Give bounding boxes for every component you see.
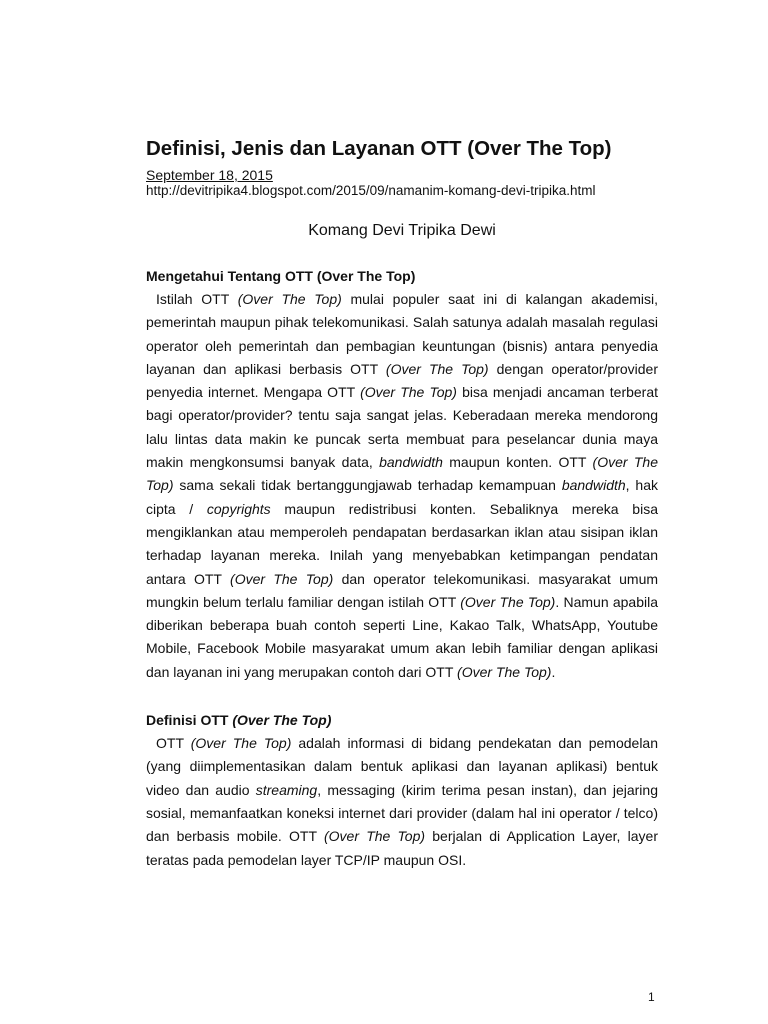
italic-run: (Over The Top)	[190, 735, 292, 752]
text-run: maupun redistribusi konten. Sebaliknya mereka bisa mengiklankan atau memperoleh pendapatan berdasarkan iklan atau sisipan iklan terhadap layanan mereka. Inilah yang menyebabkan ketimpangan pendatan antara OTT	[146, 500, 658, 587]
italic-run: (Over The Top)	[146, 454, 658, 494]
text-run: . Namun apabila diberikan beberapa buah contoh seperti Line, Kakao Talk, WhatsApp, Youtube Mobile, Facebook Mobile masyarakat umum akan lebih familiar dengan aplikasi dan layanan ini yang merupakan contoh dari OTT	[146, 593, 658, 680]
italic-run: bandwidth	[379, 454, 443, 471]
text-run: OTT	[156, 735, 191, 752]
text-run: maupun konten. OTT	[442, 454, 593, 471]
text-run: dengan operator/provider penyedia internet. Mengapa OTT	[146, 360, 659, 401]
italic-run: bandwidth	[561, 477, 626, 494]
document-title: Definisi, Jenis dan Layanan OTT (Over The Top)	[146, 137, 612, 160]
text-run: .	[551, 663, 556, 680]
page-number: 1	[648, 990, 655, 1004]
italic-run: streaming	[255, 781, 318, 798]
italic-run: (Over The Top)	[460, 593, 556, 610]
text-run: mulai populer saat ini di kalangan akademisi, pemerintah maupun pihak telekomunikasi. Salah satunya adalah masalah regulasi operator oleh pemerintah dan pembagian keuntungan (bisnis) antara penyedia layanan dan aplikasi berbasis OTT	[146, 291, 659, 377]
paragraph-mengetahui	[146, 288, 658, 684]
source-url: http://devitripika4.blogspot.com/2015/09/namanim-komang-devi-tripika.html	[146, 183, 596, 198]
text-run: dan operator telekomunikasi. masyarakat umum mungkin belum terlalu familiar dengan istilah OTT	[146, 570, 659, 610]
italic-run: (Over The Top)	[237, 291, 342, 307]
heading-plain-text: Definisi OTT	[146, 712, 233, 729]
text-run: adalah informasi di bidang pendekatan dan pemodelan (yang diimplementasikan dalam bentuk aplikasi dan layanan aplikasi) bentuk video dan audio	[146, 735, 659, 798]
italic-run: copyrights	[206, 500, 271, 517]
heading-italic-text: (Over The Top)	[232, 712, 332, 729]
section-heading-definisi	[146, 711, 658, 729]
text-run: berjalan di Application Layer, layer teratas pada pemodelan layer TCP/IP maupun OSI.	[146, 828, 658, 868]
italic-run: (Over The Top)	[360, 384, 457, 401]
author-name: Komang Devi Tripika Dewi	[308, 222, 496, 239]
section-heading-mengetahui: Mengetahui Tentang OTT (Over The Top)	[146, 268, 416, 284]
text-run: Istilah OTT	[156, 291, 238, 307]
italic-run: (Over The Top)	[457, 663, 552, 680]
publish-date[interactable]: September 18, 2015	[146, 167, 273, 183]
text-run: , messaging (kirim terima pesan instan), dan jejaring sosial, memanfaatkan koneksi internet dari provider (dalam hal ini operator / telco) dan berbasis mobile. OTT	[146, 781, 658, 845]
document-page	[146, 135, 658, 872]
text-run: bisa menjadi ancaman terberat bagi operator/provider? tentu saja sangat jelas. Keberadaan mereka mendorong lalu lintas data makin ke puncak serta membuat para peselancar dunia maya makin mengkonsumsi banyak data,	[146, 384, 659, 471]
italic-run: (Over The Top)	[323, 828, 426, 845]
text-run: sama sekali tidak bertanggungjawab terhadap kemampuan	[173, 477, 562, 494]
paragraph-definisi	[146, 732, 658, 872]
text-run: , hak cipta /	[146, 477, 659, 517]
italic-run: (Over The Top)	[385, 360, 489, 377]
italic-run: (Over The Top)	[230, 570, 334, 587]
